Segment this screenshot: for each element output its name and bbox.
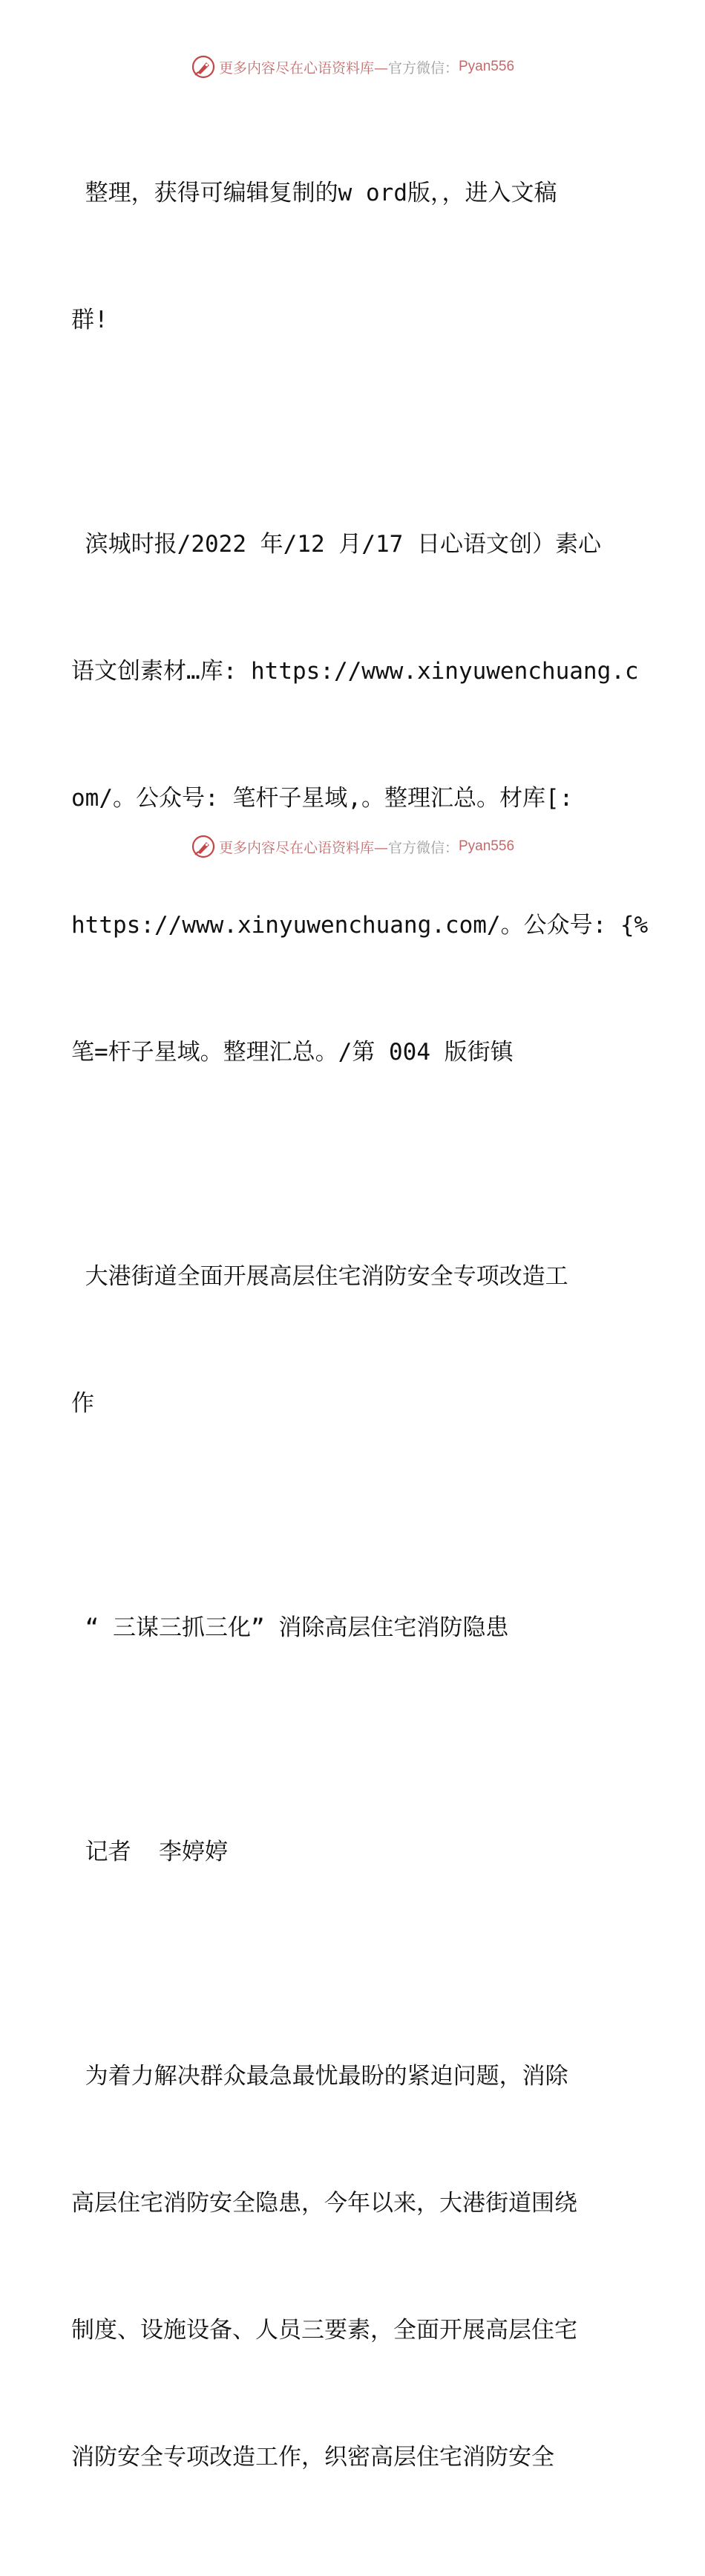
wechat-label: 官方微信： bbox=[387, 839, 459, 856]
banner-text: 更多内容尽在心语资料库— bbox=[218, 59, 388, 76]
footer-banner bbox=[0, 832, 705, 861]
text-line: 作 bbox=[71, 1390, 94, 1417]
banner-text: 更多内容尽在心语资料库— bbox=[218, 839, 388, 856]
text-line: 制度、设施设备、人员三要素，全面开展高层住宅 bbox=[71, 2317, 577, 2344]
pen-nib-icon bbox=[191, 834, 216, 859]
article-headline bbox=[71, 1171, 635, 1510]
article-subheadline bbox=[71, 1522, 635, 1734]
text-line: 语文创素材…库: https://www.xinyuwenchuang.c bbox=[71, 658, 639, 685]
text-line: “ 三谋三抓三化” 消除高层住宅消防隐患 bbox=[71, 1614, 509, 1641]
header-banner bbox=[0, 52, 705, 82]
pen-nib-icon bbox=[191, 54, 216, 79]
wechat-id: Pyan556 bbox=[459, 838, 515, 854]
text-line: 为着力解决群众最急最忧最盼的紧迫问题，消除 bbox=[71, 2063, 568, 2090]
wechat-label: 官方微信： bbox=[387, 59, 459, 76]
text-line: 高层住宅消防安全隐患，今年以来，大港街道围绕 bbox=[71, 2190, 577, 2217]
text-line: om/。公众号: 笔杆子星域,。整理汇总。材库[: bbox=[71, 785, 574, 812]
text-line: 记者 李婷婷 bbox=[71, 1839, 228, 1865]
paragraph-intro bbox=[71, 88, 635, 426]
text-line: 笔=杆子星域。整理汇总。/第 004 版街镇 bbox=[71, 1039, 514, 1066]
text-line: 滨城时报/2022 年/12 月/17 日心语文创）素心 bbox=[71, 531, 601, 558]
text-line: https://www.xinyuwenchuang.com/。公众号: {% bbox=[71, 912, 649, 939]
article-body-paragraph bbox=[71, 1971, 635, 2563]
article-byline bbox=[71, 1747, 635, 1958]
text-line: 消防安全专项改造工作，织密高层住宅消防安全 bbox=[71, 2444, 554, 2471]
text-line: 整理，获得可编辑复制的w ord版，，进入文稿 bbox=[71, 180, 557, 206]
document-body bbox=[71, 88, 649, 2576]
text-line: 大港街道全面开展高层住宅消防安全专项改造工 bbox=[71, 1263, 568, 1290]
paragraph-source bbox=[71, 439, 649, 1158]
wechat-id: Pyan556 bbox=[459, 59, 515, 74]
text-line: 群! bbox=[71, 307, 108, 333]
